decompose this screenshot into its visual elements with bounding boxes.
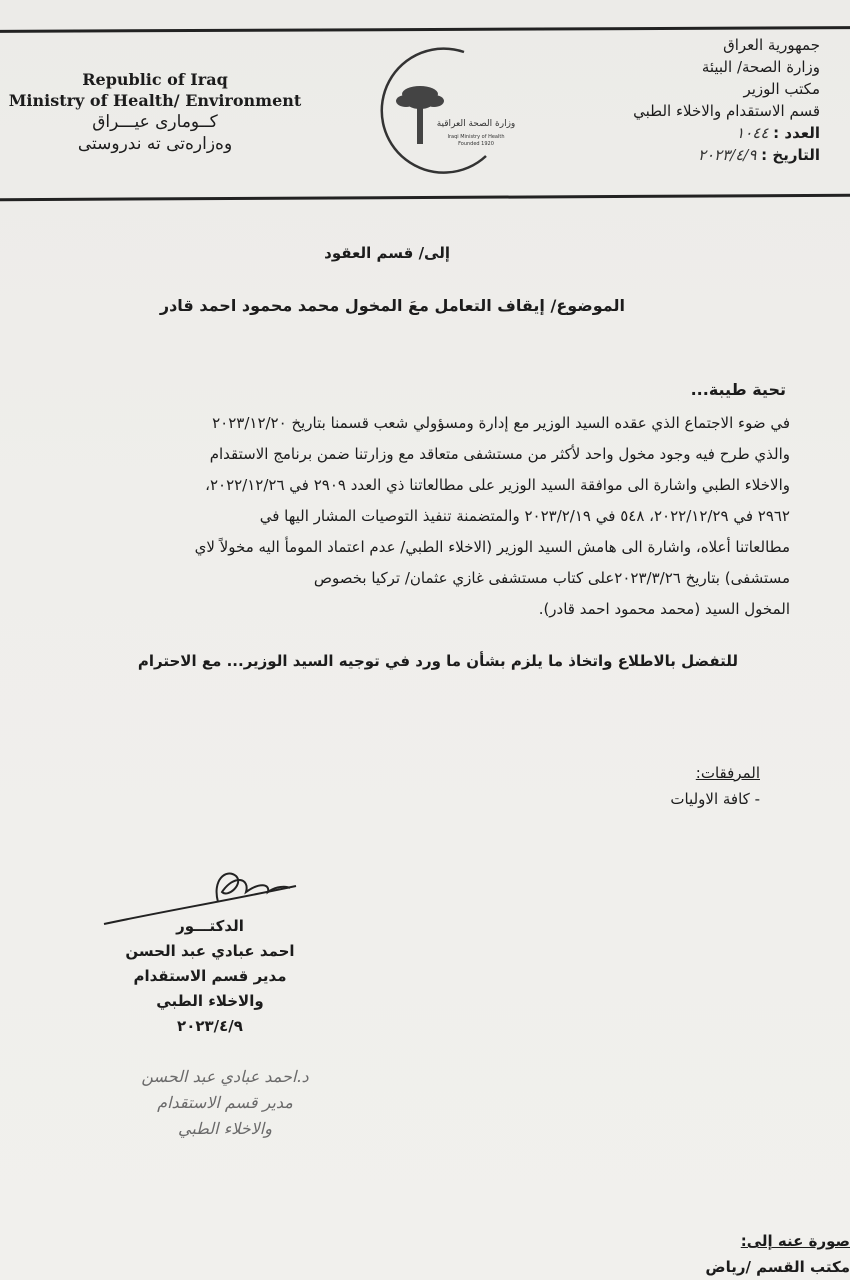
number-value: ١٠٤٤ [736, 124, 769, 142]
body-line: والاخلاء الطبي واشارة الى موافقة السيد الوزير على مطالعاتنا ذي العدد ٢٩٠٩ في ٢٠٢٢/١٢/٢٦، [205, 476, 790, 494]
attachments-block [670, 760, 760, 812]
header-ministry-ku: وەزارەتى تە ندروستى [77, 134, 233, 154]
signer-block [120, 914, 300, 1039]
stamp-line: د.احمد عبادي عبد الحسن [141, 1067, 309, 1086]
header-office-ar: مكتب الوزير [743, 80, 820, 98]
stamp-line: والاخلاء الطبي [178, 1119, 272, 1138]
header-number-row [520, 122, 820, 144]
attachment-item: - كافة الاوليات [670, 790, 760, 808]
header-arabic-block [520, 34, 820, 166]
logo-text-founded: Founded 1920 [458, 141, 494, 147]
logo-text-en: Iraqi Ministry of Health [447, 134, 505, 140]
subject-line: الموضوع/ إيقاف التعامل معَ المخول محمد محمود احمد قادر [159, 296, 625, 315]
body-line: مطالعاتنا أعلاه، واشارة الى هامش السيد الوزير (الاخلاء الطبي/ عدم اعتماد المومأ اليه مخولاً لاي [194, 538, 790, 556]
recipient-line: إلى/ قسم العقود [324, 244, 450, 262]
header-department-ar: قسم الاستقدام والاخلاء الطبي [633, 102, 820, 120]
body-line: في ضوء الاجتماع الذي عقده السيد الوزير مع إدارة ومسؤولي شعب قسمنا بتاريخ ٢٠٢٣/١٢/٢٠ [212, 414, 790, 432]
number-label: العدد : [773, 124, 820, 142]
copy-to-label: صورة عنه إلى: [740, 1232, 850, 1250]
official-stamp [110, 1064, 340, 1142]
ministry-logo [356, 38, 516, 178]
letter-body [40, 408, 790, 625]
logo-text-ar: وزارة الصحة العراقية [436, 119, 516, 129]
signer-position: مدير قسم الاستقدام [133, 967, 287, 985]
header-country-ku: كــومارى عيـــراق [92, 112, 218, 132]
stamp-line: مدير قسم الاستقدام [157, 1093, 293, 1112]
header-country-en: Republic of Iraq [82, 70, 228, 89]
header-english-block [0, 70, 310, 154]
signer-position: والاخلاء الطبي [156, 992, 264, 1010]
signature-date: ٢٠٢٣/٤/٩ [177, 1017, 243, 1035]
copy-to-block [705, 1228, 850, 1280]
signer-title: الدكتـــور [176, 917, 244, 935]
date-label: التاريخ : [761, 146, 820, 164]
header-date-row [520, 144, 820, 166]
copy-to-item: مكتب القسم /رياض [705, 1258, 850, 1276]
greeting: تحية طيبة... [690, 380, 786, 399]
header-bottom-rule [0, 194, 850, 201]
body-line: والذي طرح فيه وجود مخول واحد لأكثر من مستشفى متعاقد مع وزارتنا ضمن برنامج الاستقدام [209, 445, 790, 463]
body-line: مستشفى) بتاريخ ٢٠٢٣/٣/٢٦على كتاب مستشفى غازي عثمان/ تركيا بخصوص [313, 569, 790, 587]
header-country-ar: جمهورية العراق [723, 36, 820, 54]
body-line: ٢٩٦٢ في ٢٠٢٢/١٢/٢٩، ٥٤٨ في ٢٠٢٣/٢/١٩ والمتضمنة تنفيذ التوصيات المشار اليها في [259, 507, 790, 525]
date-value: ٢٠٢٣/٤/٩ [697, 146, 757, 164]
header-ministry-en: Ministry of Health/ Environment [8, 91, 302, 110]
signer-name: احمد عبادي عبد الحسن [125, 942, 295, 960]
header-ministry-ar: وزارة الصحة/ البيئة [701, 58, 820, 76]
palm-tree-icon [396, 86, 444, 144]
closing-line: للتفضل بالاطلاع واتخاذ ما يلزم بشأن ما ورد في توجيه السيد الوزير... مع الاحترام [137, 652, 738, 670]
header-top-rule [0, 26, 850, 33]
attachments-label: المرفقات: [695, 764, 760, 782]
body-line: المخول السيد (محمد محمود احمد قادر). [538, 600, 790, 618]
